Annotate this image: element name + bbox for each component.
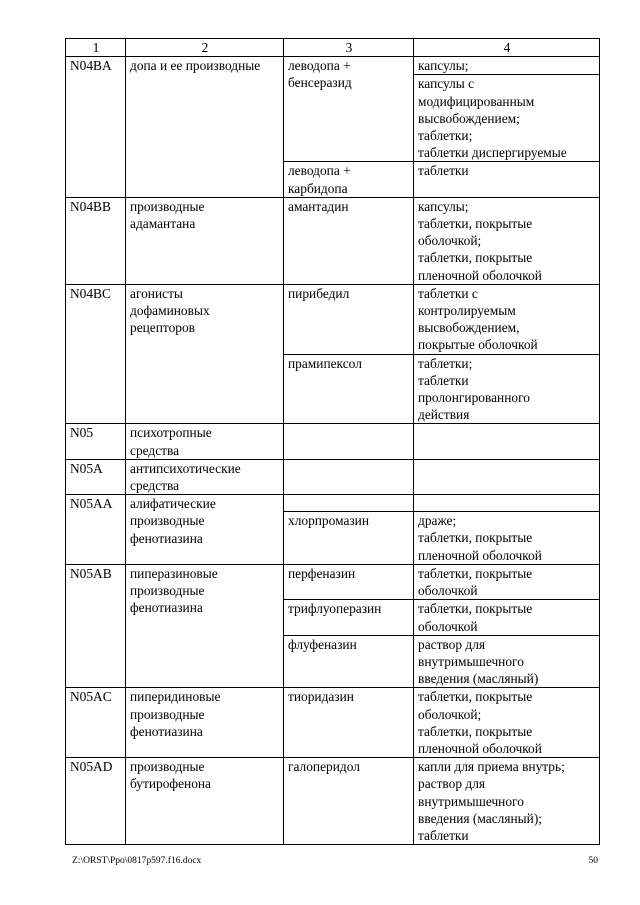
group-name-cell [126,688,284,758]
dosage-form-line: капсулы с [418,76,475,92]
dosage-form-line: таблетки, покрытые [418,689,533,705]
dosage-form-line: введения (масляный) [418,671,539,687]
group-name-cell [126,57,284,198]
drug-name-cell [284,459,414,494]
dosage-form-cell [414,635,600,688]
dosage-form-cell [414,495,600,512]
group-name-line: производные [130,198,205,214]
drug-name-cell [284,688,414,758]
atc-code-cell: N04BA [66,57,126,198]
group-name-line: психотропные [130,425,212,441]
dosage-form-line: драже; [418,513,457,529]
dosage-form-cell [414,424,600,459]
group-name-line: производные [130,513,205,529]
group-name-line: бутирофенона [130,776,211,792]
dosage-form-line: капсулы; [418,58,469,74]
dosage-form-line: оболочкой; [418,706,482,722]
drug-name-cell [284,635,414,688]
dosage-form-cell [414,459,600,494]
dosage-form-line: пленочной оболочкой [418,547,542,563]
atc-code-cell: N04BC [66,284,126,424]
footer-file-path: Z:\ORST\Ppo\0817p597.f16.docx [72,856,202,866]
dosage-form-line: пленочной оболочкой [418,740,542,756]
dosage-form-line: внутримышечного [418,653,524,669]
dosage-form-line: таблетки; [418,128,473,144]
dosage-form-line: высвобождением, [418,320,520,336]
dosage-form-line: пролонгированного [418,390,530,406]
table-row [66,495,600,512]
table-header-row [66,39,600,57]
drug-name-line: прамипексол [288,355,362,371]
dosage-form-line: таблетки, покрытые [418,250,533,266]
drug-classification-table [65,38,600,845]
drug-name-line: трифлуоперазин [288,601,382,617]
group-name-line: фенотиазина [130,723,203,739]
dosage-form-line: таблетки, покрытые [418,530,533,546]
group-name-line: рецепторов [130,320,195,336]
dosage-form-line: таблетки диспергируемые [418,145,567,161]
drug-name-cell [284,758,414,845]
atc-code-cell: N05A [66,459,126,494]
drug-name-line: пирибедил [288,285,350,301]
dosage-form-line: действия [418,407,470,423]
drug-name-cell [284,600,414,635]
dosage-form-line: оболочкой; [418,233,482,249]
table-row [66,564,600,599]
table-row [66,758,600,845]
atc-code-cell: N05AA [66,495,126,565]
dosage-form-cell [414,688,600,758]
dosage-form-cell [414,284,600,354]
group-name-cell [126,459,284,494]
table-row [66,688,600,758]
dosage-form-line: таблетки, покрытые [418,723,533,739]
page-footer [72,856,598,870]
drug-name-line: перфеназин [288,565,356,581]
atc-code-cell: N05 [66,424,126,459]
drug-name-cell [284,424,414,459]
dosage-form-line: таблетки [418,372,469,388]
table-row [66,284,600,354]
dosage-form-line: покрытые оболочкой [418,337,538,353]
dosage-form-line: капсулы; [418,198,469,214]
drug-name-line: галоперидол [288,759,360,775]
dosage-form-cell [414,75,600,162]
dosage-form-cell [414,197,600,284]
dosage-form-line: модифицированным [418,93,535,109]
dosage-form-line: раствор для [418,636,486,652]
dosage-form-cell [414,57,600,75]
footer-page-number: 50 [588,856,598,866]
group-name-cell [126,495,284,565]
atc-code-cell: N05AB [66,564,126,687]
atc-code-cell: N05AD [66,758,126,845]
drug-name-cell [284,354,414,424]
group-name-line: пиперазиновые [130,565,218,581]
drug-name-cell [284,495,414,512]
dosage-form-line: введения (масляный); [418,810,543,826]
dosage-form-cell [414,758,600,845]
group-name-line: средства [130,442,180,458]
drug-name-cell [284,57,414,162]
dosage-form-cell [414,600,600,635]
dosage-form-line: таблетки; [418,355,473,371]
drug-name-cell [284,564,414,599]
header-col-3: 3 [284,39,414,57]
dosage-form-line: оболочкой [418,583,478,599]
drug-name-line: тиоридазин [288,689,354,705]
table-row [66,459,600,494]
group-name-line: фенотиазина [130,600,203,616]
group-name-line: производные [130,583,205,599]
drug-name-line: бенсеразид [288,75,352,91]
group-name-line: допа и ее производные [130,58,261,74]
header-col-1: 1 [66,39,126,57]
group-name-cell [126,758,284,845]
table-row [66,57,600,75]
drug-name-line: леводопа + [288,163,351,179]
drug-name-cell [284,512,414,565]
dosage-form-line: капли для приема внутрь; [418,759,565,775]
dosage-form-line: таблетки, покрытые [418,601,533,617]
group-name-line: производные [130,759,205,775]
drug-name-line: леводопа + [288,58,351,74]
drug-name-line: флуфеназин [288,636,357,652]
drug-name-cell [284,284,414,354]
dosage-form-line: внутримышечного [418,793,524,809]
dosage-form-line: таблетки [418,827,469,843]
dosage-form-line: таблетки, покрытые [418,216,533,232]
table-row [66,197,600,284]
drug-name-cell [284,197,414,284]
group-name-cell [126,564,284,687]
header-col-2: 2 [126,39,284,57]
drug-name-line: хлорпромазин [288,513,370,529]
dosage-form-line: таблетки с [418,285,478,301]
drug-name-cell [284,162,414,197]
group-name-cell [126,424,284,459]
group-name-line: агонисты [130,285,183,301]
group-name-line: пиперидиновые [130,689,221,705]
drug-name-line: амантадин [288,198,349,214]
atc-code-cell: N05AC [66,688,126,758]
header-col-4: 4 [414,39,600,57]
dosage-form-line: оболочкой [418,618,478,634]
atc-code-cell: N04BB [66,197,126,284]
dosage-form-line: таблетки, покрытые [418,565,533,581]
group-name-line: фенотиазина [130,530,203,546]
group-name-line: производные [130,706,205,722]
dosage-form-cell [414,354,600,424]
dosage-form-cell [414,512,600,565]
group-name-cell [126,197,284,284]
dosage-form-line: контролируемым [418,303,516,319]
dosage-form-cell [414,162,600,197]
group-name-line: антипсихотические [130,460,241,476]
group-name-line: средства [130,478,180,494]
dosage-form-cell [414,564,600,599]
dosage-form-line: высвобождением; [418,110,520,126]
group-name-cell [126,284,284,424]
group-name-line: адамантана [130,216,196,232]
group-name-line: дофаминовых [130,303,210,319]
dosage-form-line: раствор для [418,776,486,792]
dosage-form-line: пленочной оболочкой [418,267,542,283]
dosage-form-line: таблетки [418,163,469,179]
table-row [66,424,600,459]
group-name-line: алифатические [130,496,216,512]
drug-name-line: карбидопа [288,180,348,196]
